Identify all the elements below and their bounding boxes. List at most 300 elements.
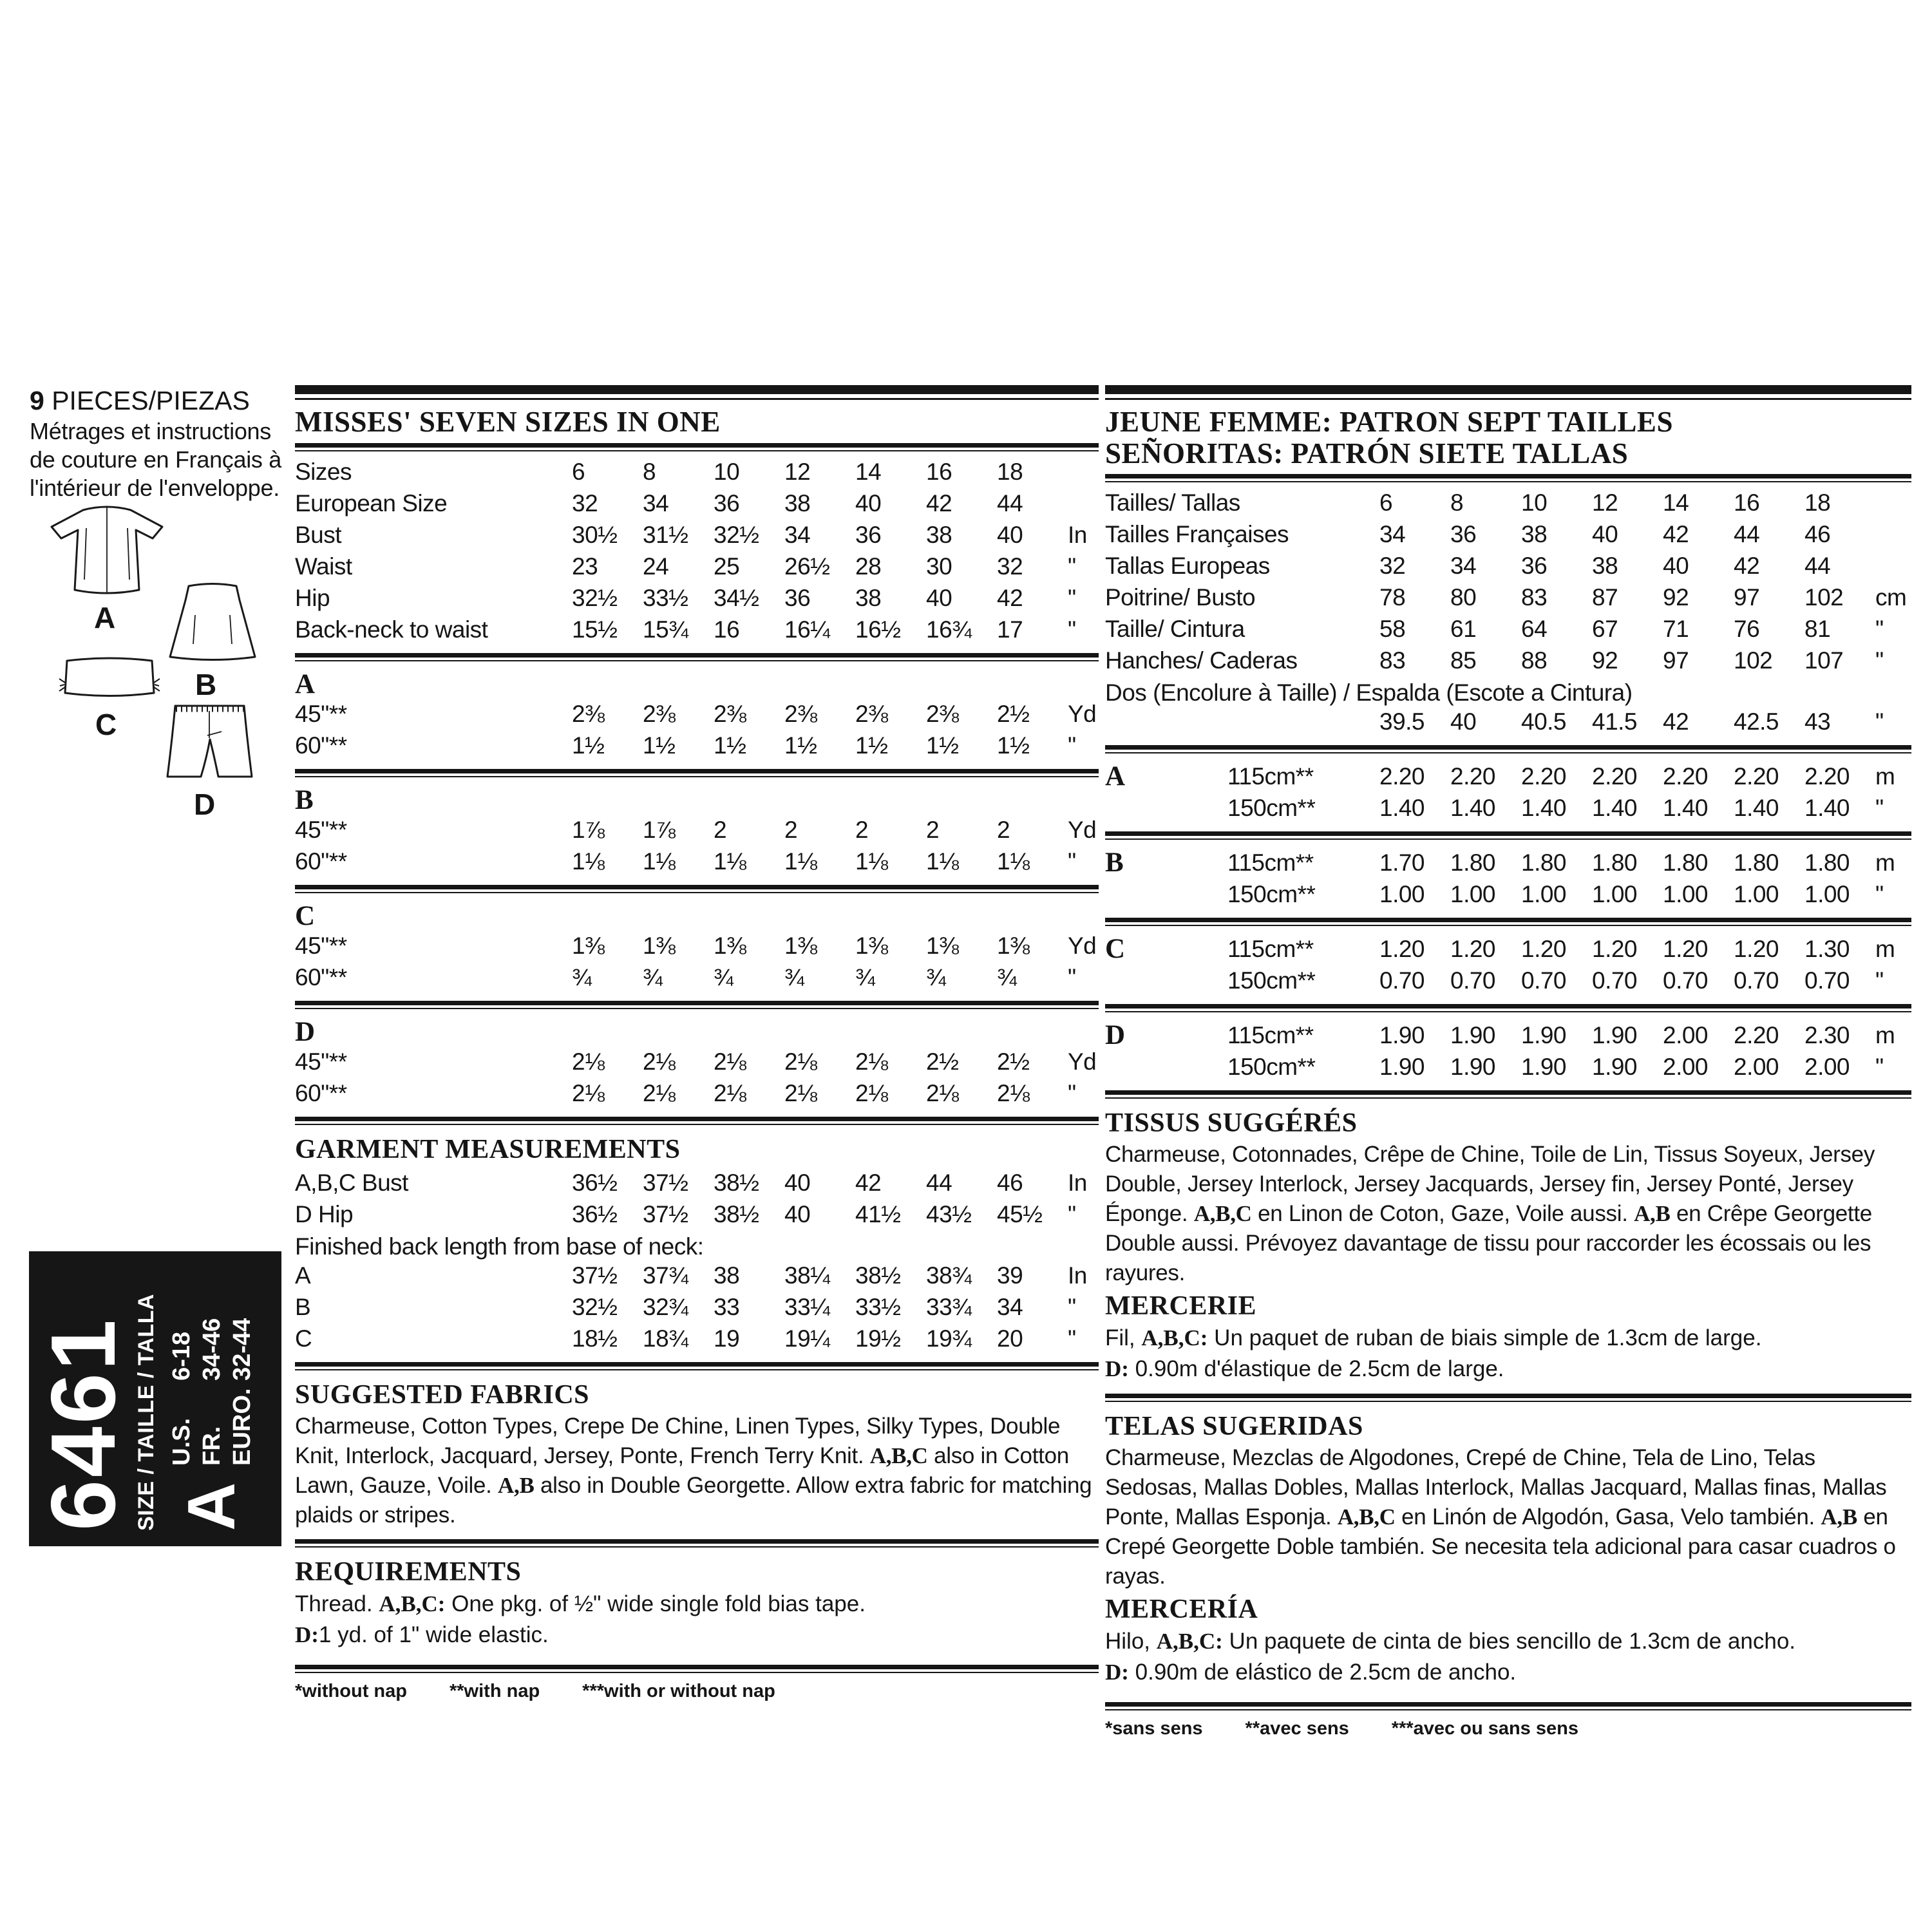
value-cell: 1.20 (1734, 936, 1779, 963)
value-cell: ¾ (714, 963, 734, 990)
table-row (295, 1325, 1099, 1353)
unit-cell: m (1875, 763, 1895, 790)
table-row (295, 521, 1099, 549)
fabrics-text: also in Double Georgette. Allow extra fabric for matching plaids or stripes. (295, 1472, 1092, 1528)
value-cell: 1½ (997, 732, 1030, 759)
value-cell: 38 (855, 584, 882, 611)
divider (295, 1362, 1099, 1370)
spacer (1105, 708, 1379, 736)
value-cell: 36½ (572, 1169, 618, 1196)
value-cell: 2⅜ (784, 700, 817, 727)
value-cell: 1.20 (1450, 936, 1496, 963)
divider (1105, 385, 1911, 400)
unit-cell: " (1875, 1054, 1884, 1081)
value-cell: 0.70 (1663, 967, 1709, 994)
dos-espalda-row (1105, 708, 1911, 736)
unit-cell (1068, 458, 1099, 486)
footnote: **avec sens (1245, 1718, 1349, 1739)
value-cell: 1⅛ (714, 848, 746, 875)
english-title: MISSES' SEVEN SIZES IN ONE (295, 406, 721, 438)
tissus-paragraph (1105, 1140, 1911, 1288)
row-label: Sizes (295, 458, 352, 485)
value-cell: 0.70 (1734, 967, 1779, 994)
mercerie-title: MERCERIE (1105, 1291, 1257, 1321)
value-cell: 41.5 (1592, 708, 1638, 735)
value-cell: 10 (714, 458, 740, 485)
unit-cell: " (1068, 848, 1076, 875)
view-d-label: D (194, 788, 216, 821)
size-ranges (167, 1251, 258, 1531)
value-cell: 46 (1804, 521, 1831, 548)
value-cell: 38¾ (926, 1262, 972, 1289)
divider (295, 1117, 1099, 1125)
section-letter: A (295, 668, 316, 699)
french-note-line: Métrages et instructions (30, 418, 271, 444)
french-note (30, 417, 287, 502)
value-cell: 34 (997, 1293, 1023, 1320)
yardage-section-c (295, 902, 1099, 992)
value-cell: 1⅛ (926, 848, 959, 875)
table-row (295, 1079, 1099, 1108)
metric-rows (1105, 935, 1911, 995)
value-cell: 19¾ (926, 1325, 972, 1352)
tissus-views-bold: A,B,C (1193, 1201, 1252, 1227)
french-note-line: l'intérieur de l'enveloppe. (30, 475, 279, 501)
value-cell: 43½ (926, 1200, 972, 1227)
divider (1105, 1702, 1911, 1710)
mercerie-views-bold: A,B,C: (1141, 1325, 1208, 1351)
value-cell: 46 (997, 1169, 1023, 1196)
table-row (295, 848, 1099, 876)
tissus-text: en Crêpe Georgette Double aussi. Prévoyez davantage de tissu pour raccorder les écossais ou les rayures. (1105, 1201, 1872, 1286)
value-cell: 40 (1450, 708, 1477, 735)
region-range: 32-44 (228, 1318, 256, 1381)
value-cell: 14 (1663, 489, 1689, 516)
value-cell: 40 (926, 584, 952, 611)
section-letter: D (295, 1016, 316, 1047)
merceria-title: MERCERÍA (1105, 1595, 1258, 1625)
value-cell: 1.00 (1734, 881, 1779, 908)
value-cell: 1½ (784, 732, 817, 759)
table-row (1105, 967, 1911, 995)
row-label: 150cm** (1227, 967, 1316, 994)
value-cell: 40 (1592, 521, 1618, 548)
value-cell: 38 (714, 1262, 740, 1289)
value-cell: 2.20 (1734, 763, 1779, 790)
unit-cell: " (1068, 963, 1076, 990)
mercerie-views-bold: D: (1105, 1356, 1129, 1382)
value-cell: 36 (1450, 521, 1477, 548)
value-cell: 64 (1521, 616, 1548, 643)
value-cell: 42 (1663, 521, 1689, 548)
unit-cell: Yd (1068, 700, 1097, 727)
value-cell: 0.70 (1379, 967, 1425, 994)
value-cell: 32 (572, 489, 598, 516)
pattern-number: 6461 (32, 1317, 135, 1531)
value-cell: 41½ (855, 1200, 901, 1227)
value-cell: 76 (1734, 616, 1760, 643)
row-label: 60"** (295, 1079, 347, 1106)
value-cell: 15½ (572, 616, 618, 643)
region-range: 6-18 (167, 1331, 195, 1381)
unit-cell: In (1068, 521, 1087, 548)
value-cell: 2.00 (1804, 1054, 1850, 1081)
row-label: 115cm** (1227, 1022, 1314, 1049)
footnote: **with nap (449, 1680, 540, 1701)
telas-paragraph (1105, 1443, 1911, 1591)
value-cell: 87 (1592, 584, 1618, 611)
yardage-section-d (295, 1018, 1099, 1108)
unit-cell (1875, 552, 1911, 580)
value-cell: 16¾ (926, 616, 972, 643)
value-cell: 2.00 (1663, 1054, 1709, 1081)
value-cell: 44 (926, 1169, 952, 1196)
table-row (295, 732, 1099, 760)
value-cell: 33¾ (926, 1293, 972, 1320)
value-cell: 38½ (714, 1200, 759, 1227)
value-cell: 1⅛ (572, 848, 605, 875)
value-cell: 1.90 (1379, 1022, 1425, 1049)
row-label: European Size (295, 489, 448, 516)
value-cell: 97 (1734, 584, 1760, 611)
value-cell: 2.00 (1663, 1022, 1709, 1049)
value-cell: 1.00 (1663, 881, 1709, 908)
req-text: 1 yd. of 1" wide elastic. (318, 1622, 549, 1647)
value-cell: 0.70 (1592, 967, 1638, 994)
row-label: 115cm** (1227, 849, 1314, 876)
unit-cell: m (1875, 936, 1895, 963)
value-cell: 34 (784, 521, 811, 548)
divider (295, 443, 1099, 451)
value-cell: 1½ (714, 732, 746, 759)
value-cell: 0.70 (1521, 967, 1567, 994)
value-cell: 1.00 (1379, 881, 1425, 908)
view-a-drawing (43, 501, 171, 601)
value-cell: 44 (1734, 521, 1760, 548)
unit-cell: " (1068, 616, 1076, 643)
divider (1105, 745, 1911, 753)
row-label: 60"** (295, 848, 347, 875)
unit-cell: " (1875, 616, 1884, 643)
fabrics-views-bold: A,B (498, 1472, 535, 1498)
row-label: 115cm** (1227, 763, 1314, 790)
value-cell: 2⅜ (643, 700, 676, 727)
unit-cell: Yd (1068, 1048, 1097, 1075)
value-cell: 12 (1592, 489, 1618, 516)
value-cell: 102 (1734, 647, 1773, 674)
value-cell: 32 (997, 553, 1023, 580)
table-row (1105, 935, 1911, 963)
row-label: 150cm** (1227, 881, 1316, 908)
value-cell: 33½ (855, 1293, 901, 1320)
garment-measurements-title: GARMENT MEASUREMENTS (295, 1134, 681, 1164)
unit-cell: " (1875, 967, 1884, 994)
value-cell: 1.20 (1592, 936, 1638, 963)
value-cell: 12 (784, 458, 811, 485)
value-cell: 19¼ (784, 1325, 830, 1352)
tissus-text: en Linon de Coton, Gaze, Voile aussi. (1251, 1201, 1634, 1227)
table-row (1105, 647, 1911, 675)
req-views-bold: A,B,C: (379, 1591, 446, 1616)
row-label: Tailles/ Tallas (1105, 489, 1240, 516)
french-size-table (1105, 489, 1911, 675)
value-cell: 2⅛ (784, 1048, 817, 1075)
metric-section-a (1105, 762, 1911, 822)
table-row (295, 616, 1099, 644)
merceria-views-bold: D: (1105, 1660, 1129, 1685)
value-cell: 38 (1521, 521, 1548, 548)
value-cell: 1.40 (1450, 795, 1496, 822)
value-cell: 20 (997, 1325, 1023, 1352)
value-cell: 38½ (714, 1169, 759, 1196)
value-cell: 40 (784, 1200, 811, 1227)
value-cell: 39 (997, 1262, 1023, 1289)
row-label: A (295, 1262, 311, 1289)
value-cell: 2⅜ (926, 700, 959, 727)
table-row (295, 700, 1099, 728)
region-range: 34-46 (198, 1318, 225, 1381)
value-cell: 1⅜ (714, 932, 746, 959)
value-cell: 61 (1450, 616, 1477, 643)
mercerie-line-1 (1105, 1323, 1911, 1354)
left-panel (30, 385, 287, 502)
unit-cell: " (1068, 1079, 1076, 1106)
value-cell: 34 (1379, 521, 1406, 548)
length-rows (295, 1262, 1099, 1353)
value-cell: 34 (643, 489, 669, 516)
table-row (295, 932, 1099, 960)
requirements-line-2 (295, 1620, 1099, 1651)
value-cell: 2⅜ (855, 700, 888, 727)
value-cell: 15¾ (643, 616, 688, 643)
french-title-line2: SEÑORITAS: PATRÓN SIETE TALLAS (1105, 437, 1629, 469)
value-cell: 2⅛ (643, 1048, 676, 1075)
table-row (295, 458, 1099, 486)
value-cell: 2.20 (1521, 763, 1567, 790)
metric-section-c (1105, 935, 1911, 995)
value-cell: 2 (926, 816, 940, 843)
row-label: Waist (295, 553, 352, 580)
value-cell: 71 (1663, 616, 1689, 643)
unit-cell: " (1068, 732, 1076, 759)
value-cell: 97 (1663, 647, 1689, 674)
table-row (1105, 880, 1911, 909)
value-cell: 31½ (643, 521, 688, 548)
row-label: 115cm** (1227, 936, 1314, 963)
table-row (1105, 615, 1911, 643)
section-letter: A (1105, 761, 1126, 792)
pieces-count-line (30, 385, 287, 416)
table-row (295, 1262, 1099, 1290)
telas-text: en Crepé Georgette Doble también. Se necesita tela adicional para casar cuadros o rayas. (1105, 1504, 1896, 1589)
value-cell: 1⅜ (784, 932, 817, 959)
value-cell: 39.5 (1379, 708, 1425, 735)
divider (295, 385, 1099, 400)
footnote: *sans sens (1105, 1718, 1203, 1739)
tissus-title: TISSUS SUGGÉRÉS (1105, 1108, 1358, 1139)
unit-cell: In (1068, 1262, 1087, 1289)
value-cell: 45½ (997, 1200, 1043, 1227)
table-row (295, 489, 1099, 518)
section-letter: D (1105, 1020, 1126, 1051)
telas-views-bold: A,B (1821, 1504, 1857, 1530)
value-cell: 1.90 (1592, 1022, 1638, 1049)
value-cell: 30 (926, 553, 952, 580)
row-label: A,B,C Bust (295, 1169, 408, 1196)
value-cell: 43 (1804, 708, 1831, 735)
value-cell: 40 (997, 521, 1023, 548)
value-cell: 1.40 (1804, 795, 1850, 822)
value-cell: 2 (714, 816, 727, 843)
value-cell: ¾ (997, 963, 1017, 990)
divider (295, 769, 1099, 777)
value-cell: 23 (572, 553, 598, 580)
value-cell: 18 (1804, 489, 1831, 516)
yardage-section-b (295, 786, 1099, 876)
row-label: Hanches/ Caderas (1105, 647, 1298, 674)
value-cell: 58 (1379, 616, 1406, 643)
value-cell: 8 (1450, 489, 1464, 516)
english-size-table (295, 458, 1099, 644)
view-a-label: A (94, 601, 116, 634)
mercerie-text: 0.90m d'élastique de 2.5cm de large. (1128, 1356, 1504, 1382)
value-cell: 16½ (855, 616, 901, 643)
value-cell: 1.90 (1521, 1022, 1567, 1049)
table-row (1105, 849, 1911, 877)
yardage-rows (295, 1048, 1099, 1108)
value-cell: 2.20 (1450, 763, 1496, 790)
requirements-line-1 (295, 1589, 1099, 1620)
value-cell: 42 (997, 584, 1023, 611)
tissus-views-bold: A,B (1634, 1201, 1671, 1227)
value-cell: 33 (714, 1293, 740, 1320)
value-cell: 83 (1379, 647, 1406, 674)
value-cell: 1⅜ (997, 932, 1030, 959)
value-cell: 2⅜ (572, 700, 605, 727)
req-text: One pkg. of ½" wide single fold bias tape. (445, 1591, 866, 1616)
size-taille-talla-label: SIZE / TAILLE / TALLA (133, 1293, 158, 1531)
value-cell: 1.00 (1804, 881, 1850, 908)
region-label: U.S. (167, 1417, 195, 1466)
value-cell: ¾ (784, 963, 804, 990)
view-c-label: C (95, 708, 117, 741)
value-cell: 2⅛ (643, 1079, 676, 1106)
yardage-rows (295, 816, 1099, 876)
table-row (295, 584, 1099, 612)
value-cell: 33¼ (784, 1293, 830, 1320)
row-label: Hip (295, 584, 330, 611)
value-cell: 44 (1804, 553, 1831, 580)
value-cell: 32½ (714, 521, 759, 548)
unit-cell: " (1068, 1293, 1076, 1320)
value-cell: ¾ (855, 963, 875, 990)
value-cell: 2.20 (1804, 763, 1850, 790)
value-cell: 2⅛ (714, 1079, 746, 1106)
value-cell: 38 (784, 489, 811, 516)
row-label: 45"** (295, 1048, 347, 1075)
table-row (295, 816, 1099, 844)
divider (1105, 1090, 1911, 1099)
suggested-fabrics-paragraph (295, 1412, 1099, 1530)
size-range-rows (167, 1318, 258, 1466)
divider (1105, 831, 1911, 840)
value-cell: 8 (643, 458, 656, 485)
value-cell: 1⅞ (572, 816, 605, 843)
value-cell: 1½ (643, 732, 676, 759)
value-cell: 1⅛ (643, 848, 676, 875)
telas-text: Charmeuse, Mezclas de Algodones, Crepé de Chine, Tela de Lino, Telas Sedosas, Mallas Dobles, Mallas Interlock, Mallas Jacquard, Mallas finas, Mallas Ponte, Mallas Esponja. (1105, 1445, 1887, 1530)
value-cell: 1⅞ (643, 816, 676, 843)
metric-rows (1105, 1021, 1911, 1081)
value-cell: 1.20 (1379, 936, 1425, 963)
row-label: C (295, 1325, 312, 1352)
value-cell: 1⅜ (855, 932, 888, 959)
value-cell: 36 (1521, 553, 1548, 580)
merceria-text: 0.90m de elástico de 2.5cm de ancho. (1128, 1660, 1517, 1685)
unit-cell: m (1875, 1022, 1895, 1049)
value-cell: 2⅜ (714, 700, 746, 727)
value-cell: 30½ (572, 521, 618, 548)
row-label: B (295, 1293, 311, 1320)
footnote: *without nap (295, 1680, 407, 1701)
value-cell: 17 (997, 616, 1023, 643)
value-cell: 1.30 (1804, 936, 1850, 963)
value-cell: 0.70 (1804, 967, 1850, 994)
mercerie-text: Fil, (1105, 1325, 1142, 1351)
table-row (1105, 489, 1911, 517)
pieces-label: PIECES/PIEZAS (44, 386, 250, 415)
unit-cell: m (1875, 849, 1895, 876)
divider (1105, 474, 1911, 482)
section-letter: C (295, 900, 316, 931)
value-cell: 0.70 (1450, 967, 1496, 994)
unit-cell (1875, 489, 1911, 517)
english-column (295, 385, 1099, 1702)
value-cell: 6 (1379, 489, 1393, 516)
unit-cell: " (1068, 553, 1076, 580)
garment-rows (295, 1169, 1099, 1229)
value-cell: 32½ (572, 1293, 618, 1320)
table-row (295, 1200, 1099, 1229)
value-cell: 2⅛ (572, 1048, 605, 1075)
value-cell: 1.70 (1379, 849, 1425, 876)
row-label: Poitrine/ Busto (1105, 584, 1256, 611)
table-row (1105, 1053, 1911, 1081)
section-letter: B (1105, 848, 1124, 878)
row-label: Bust (295, 521, 342, 548)
value-cell: 38½ (855, 1262, 901, 1289)
value-cell: 32¾ (643, 1293, 688, 1320)
tissus-text: Charmeuse, Cotonnades, Crêpe de Chine, Toile de Lin, Tissus Soyeux, Jersey Double, Jersey Interlock, Jersey Jacquards, Jersey fin, Jersey Ponté, Jersey Éponge. (1105, 1142, 1875, 1227)
value-cell: 32 (1379, 553, 1406, 580)
suggested-fabrics-title: SUGGESTED FABRICS (295, 1379, 590, 1410)
value-cell: 36 (714, 489, 740, 516)
row-label: 60"** (295, 732, 347, 759)
value-cell: ¾ (572, 963, 592, 990)
metric-section-b (1105, 849, 1911, 909)
view-b-drawing (158, 580, 267, 663)
value-cell: 67 (1592, 616, 1618, 643)
value-cell: 40 (855, 489, 882, 516)
value-cell: 40 (784, 1169, 811, 1196)
value-cell: 1.90 (1450, 1022, 1496, 1049)
value-cell: 1⅛ (997, 848, 1030, 875)
yardage-rows (295, 700, 1099, 760)
value-cell: 2 (784, 816, 798, 843)
view-d-drawing (153, 699, 266, 784)
table-row (1105, 1021, 1911, 1050)
value-cell: 16 (714, 616, 740, 643)
